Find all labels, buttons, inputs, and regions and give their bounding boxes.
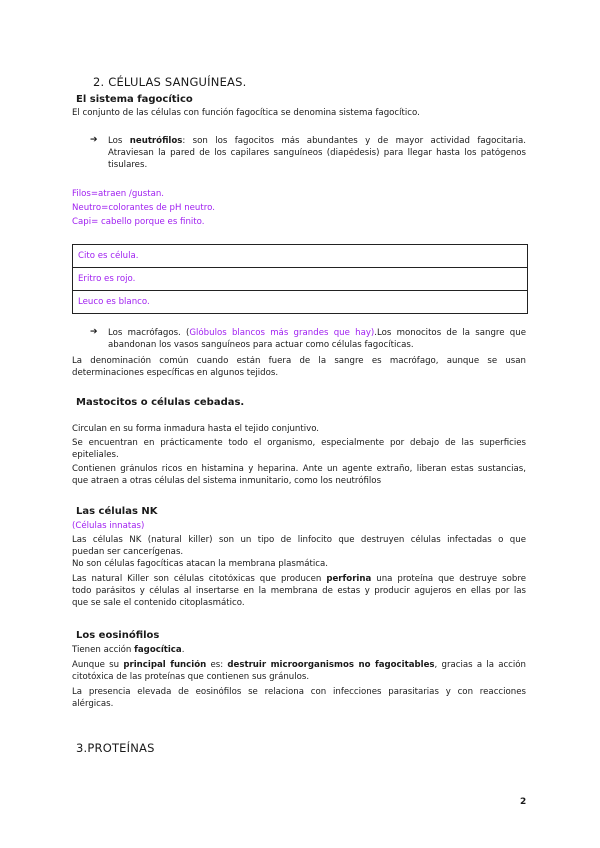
eosinofilos-paragraph: Tienen acción fagocítica. Aunque su principal función es: destruir microorganismos no fagocitables, gracias a la acción citotóxica de las proteínas que contienen sus gránulos. La presencia elevada de eosinófilos se relaciona con infecciones parasitarias y con reacciones alérgicas. [72,645,526,709]
macrofagos-paragraph: Los macrófagos. (Glóbulos blancos más grandes que hay).Los monocitos de la sangre que abandonan los vasos sanguíneos para actuar como células fagocíticas. [108,328,526,350]
neutrofilos-term: neutrófilos [129,136,183,146]
denominacion-paragraph: La denominación común cuando están fuera de la sangre es macrófago, aunque se usan determinaciones específicas en algunos tejidos. [72,356,526,378]
eosinofilos-heading: Los eosinófilos [76,630,160,641]
arrow-icon: ➔ [90,135,98,145]
macrofagos-note: Glóbulos blancos más grandes que hay) [189,328,375,338]
note-capi: Capi= cabello porque es finito. [72,217,205,227]
nk-paragraph: Las células NK (natural killer) son un tipo de linfocito que destruyen células infectadas o que puedan ser cancerígenas. No son células fagocíticas atacan la membrana plasmática. Las natural Killer son células citotóxicas que producen perforina una proteína que destruye sobre todo parásitos y células al insertarse en la membrana de estas y producir agujeros en ellas por las que se sale el contenido citoplasmático. [72,535,526,608]
page-number: 2 [520,797,527,807]
fagocitica-term: fagocítica [134,645,182,655]
principal-funcion-term: principal función [123,659,207,670]
section-2-title: 2. CÉLULAS SANGUÍNEAS. [93,75,247,89]
note-neutro: Neutro=colorantes de pH neutro. [72,203,215,213]
table-row: Leuco es blanco. [73,291,527,314]
nk-heading: Las células NK [76,506,158,517]
section-3-title: 3.PROTEÍNAS [76,741,155,755]
prefix-table [72,244,528,314]
mastocitos-heading: Mastocitos o células cebadas. [76,397,245,408]
destruir-term: destruir microorganismos no fagocitables [227,659,435,670]
table-row: Cito es célula. [73,245,527,268]
fagocitico-heading: El sistema fagocítico [76,94,193,105]
perforina-term: perforina [326,573,372,584]
fagocitico-intro: El conjunto de las células con función fagocítica se denomina sistema fagocítico. [72,108,420,118]
arrow-icon: ➔ [90,327,98,337]
neutrofilos-paragraph: Los neutrófilos: son los fagocitos más abundantes y de mayor actividad fagocitaria. Atraviesan la pared de los capilares sanguíneos (diapédesis) para llegar hasta los patógenos tisulares. [108,136,526,170]
nk-note: (Células innatas) [72,521,145,531]
note-filos: Filos=atraen /gustan. [72,189,165,199]
table-row: Eritro es rojo. [73,268,527,291]
mastocitos-paragraph: Circulan en su forma inmadura hasta el tejido conjuntivo. Se encuentran en prácticamente todo el organismo, especialmente por debajo de las superficies epiteliales. Contienen gránulos ricos en histamina y heparina. Ante un agente extraño, liberan estas sustancias, que atraen a otras células del sistema inmunitario, como los neutrófilos [72,424,526,486]
